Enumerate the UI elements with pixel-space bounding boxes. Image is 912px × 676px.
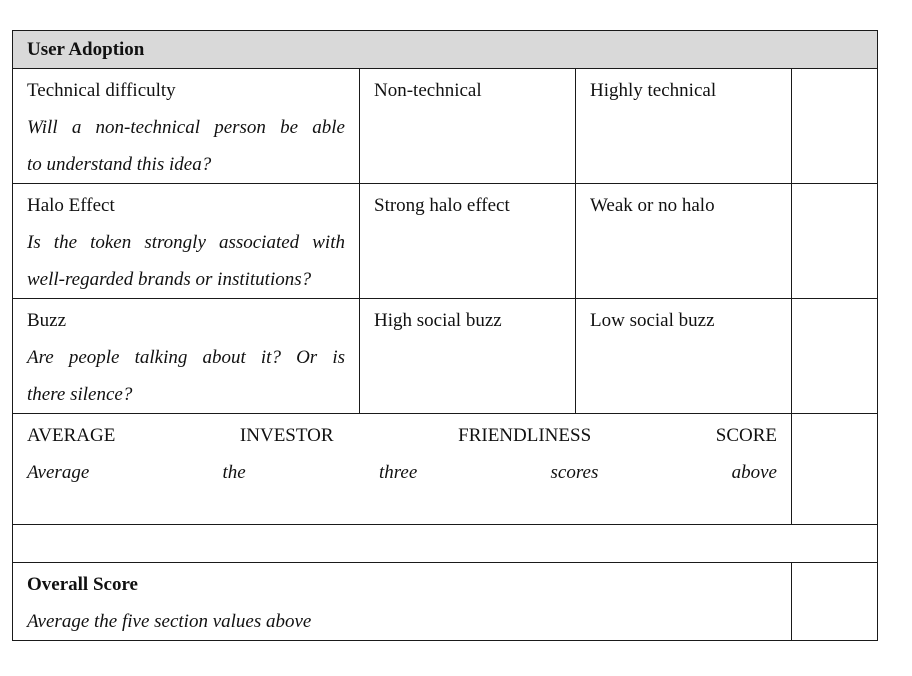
low-score-descriptor: Weak or no halo [590, 195, 715, 216]
criterion-description-cell [13, 69, 360, 184]
score-cell[interactable] [792, 299, 878, 414]
average-score-label: AVERAGE INVESTOR FRIENDLINESS SCORE [27, 425, 777, 446]
criterion-row [13, 299, 878, 414]
high-score-descriptor-cell [360, 299, 576, 414]
average-score-row [13, 414, 878, 525]
criterion-question-line2: there silence? [27, 384, 133, 405]
high-score-descriptor: Strong halo effect [374, 195, 510, 216]
criterion-question-line1: Are people talking about it? Or is [27, 347, 345, 368]
criterion-question-line1: Will a non-technical person be able [27, 117, 345, 138]
criterion-row [13, 184, 878, 299]
score-cell[interactable] [792, 69, 878, 184]
low-score-descriptor: Low social buzz [590, 310, 715, 331]
score-cell[interactable] [792, 184, 878, 299]
average-score-note: Average the three scores above [27, 462, 777, 483]
section-header-row [13, 31, 878, 69]
overall-score-note: Average the five section values above [27, 611, 312, 632]
overall-score-cell[interactable] [792, 563, 878, 641]
low-score-descriptor-cell [576, 299, 792, 414]
low-score-descriptor: Highly technical [590, 80, 717, 101]
high-score-descriptor: Non-technical [374, 80, 482, 101]
criterion-name: Halo Effect [27, 195, 115, 216]
criterion-row [13, 69, 878, 184]
low-score-descriptor-cell [576, 184, 792, 299]
spacer-row [13, 525, 878, 563]
average-description-cell [13, 414, 792, 525]
criterion-name: Buzz [27, 310, 67, 331]
high-score-descriptor-cell [360, 184, 576, 299]
high-score-descriptor: High social buzz [374, 310, 502, 331]
scoring-table [12, 30, 878, 641]
criterion-name: Technical difficulty [27, 80, 176, 101]
high-score-descriptor-cell [360, 69, 576, 184]
criterion-question-line1: Is the token strongly associated with [27, 232, 345, 253]
spacer-cell [13, 525, 878, 563]
overall-score-label: Overall Score [27, 574, 138, 595]
overall-description-cell [13, 563, 792, 641]
overall-score-row [13, 563, 878, 641]
section-title: User Adoption [13, 31, 878, 69]
criterion-description-cell [13, 184, 360, 299]
low-score-descriptor-cell [576, 69, 792, 184]
average-score-cell[interactable] [792, 414, 878, 525]
criterion-question-line2: to understand this idea? [27, 154, 212, 175]
criterion-question-line2: well-regarded brands or institutions? [27, 269, 312, 290]
criterion-description-cell [13, 299, 360, 414]
